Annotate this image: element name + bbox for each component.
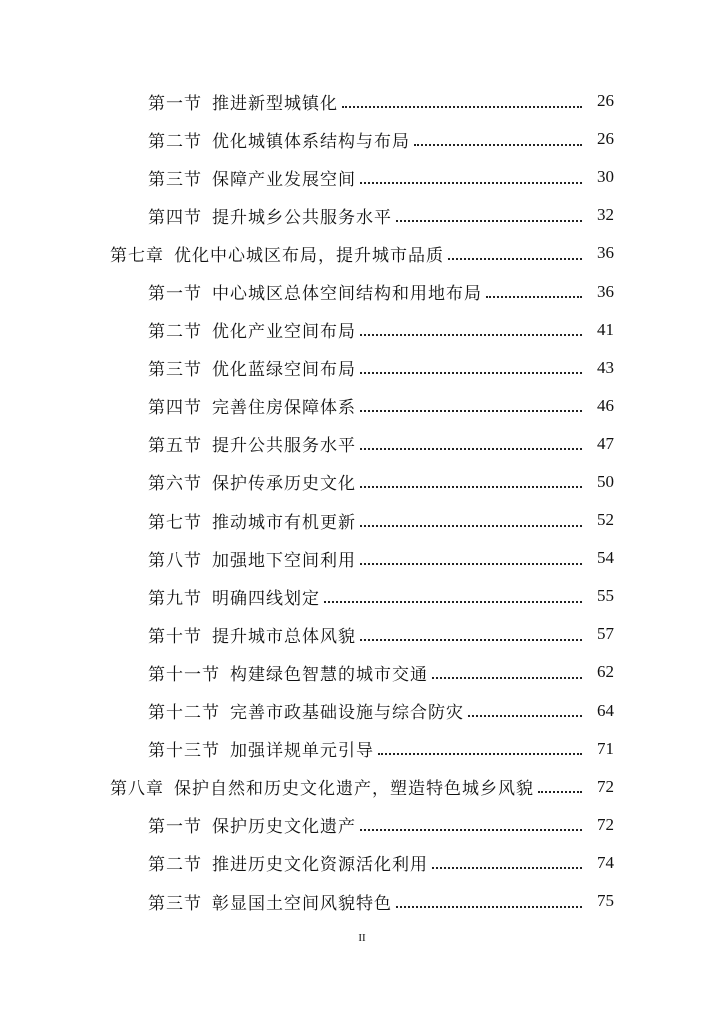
toc-entry-page: 32 [597, 205, 614, 225]
toc-dot-leader [360, 333, 582, 336]
toc-entry-page: 36 [597, 281, 614, 301]
toc-entry-title: 保护自然和历史文化遗产，塑造特色城乡风貌 [174, 779, 534, 800]
toc-entry-number: 第一节 [148, 817, 202, 838]
page-number: II [358, 932, 366, 944]
toc-entry-label [148, 317, 360, 342]
toc-section-entry[interactable] [0, 882, 724, 920]
toc-section-entry[interactable] [0, 577, 724, 615]
toc-entry-number: 第七节 [148, 512, 202, 533]
toc-entry-title: 明确四线划定 [212, 588, 320, 609]
toc-dot-leader [414, 143, 582, 146]
toc-entry-title: 完善市政基础设施与综合防灾 [230, 703, 464, 724]
toc-entry-title: 优化蓝绿空间布局 [212, 360, 356, 381]
toc-entry-number: 第二节 [148, 322, 202, 343]
toc-dot-leader [360, 638, 582, 641]
toc-entry-label [148, 431, 360, 456]
toc-entry-label [148, 203, 396, 228]
toc-entry-label [148, 508, 360, 533]
toc-entry-title: 推进新型城镇化 [212, 93, 338, 114]
toc-dot-leader [360, 181, 582, 184]
toc-dot-leader [486, 295, 582, 298]
toc-entry-label [148, 850, 432, 875]
toc-dot-leader [432, 676, 582, 679]
toc-dot-leader [432, 866, 582, 869]
toc-section-entry[interactable] [0, 844, 724, 882]
toc-dot-leader [378, 752, 582, 755]
toc-entry-title: 提升城市总体风貌 [212, 626, 356, 647]
toc-dot-leader [360, 828, 582, 831]
toc-section-entry[interactable] [0, 272, 724, 310]
toc-entry-page: 64 [597, 700, 614, 720]
toc-entry-number: 第二节 [148, 131, 202, 152]
toc-entry-page: 47 [597, 433, 614, 453]
toc-entry-page: 36 [597, 243, 614, 263]
toc-entry-title: 优化城镇体系结构与布局 [212, 131, 410, 152]
toc-section-entry[interactable] [0, 311, 724, 349]
toc-dot-leader [360, 447, 582, 450]
toc-entry-number: 第七章 [110, 245, 164, 266]
toc-entry-number: 第三节 [148, 360, 202, 381]
toc-entry-page: 74 [597, 852, 614, 872]
toc-entry-page: 75 [597, 891, 614, 911]
toc-section-entry[interactable] [0, 349, 724, 387]
toc-entry-label [148, 660, 432, 685]
toc-section-entry[interactable] [0, 82, 724, 120]
toc-entry-label [148, 889, 396, 914]
toc-entry-page: 72 [597, 776, 614, 796]
toc-entry-title: 加强详规单元引导 [230, 741, 374, 762]
toc-entry-number: 第四节 [148, 398, 202, 419]
toc-entry-page: 43 [597, 357, 614, 377]
toc-entry-title: 提升公共服务水平 [212, 436, 356, 457]
table-of-contents [0, 82, 724, 920]
toc-entry-number: 第二节 [148, 855, 202, 876]
toc-section-entry[interactable] [0, 425, 724, 463]
toc-dot-leader [360, 524, 582, 527]
toc-entry-title: 推进历史文化资源活化利用 [212, 855, 428, 876]
toc-dot-leader [360, 562, 582, 565]
toc-entry-label [148, 584, 324, 609]
toc-entry-label [110, 774, 538, 799]
toc-entry-number: 第十三节 [148, 741, 220, 762]
toc-section-entry[interactable] [0, 463, 724, 501]
toc-entry-label [148, 165, 360, 190]
toc-entry-label [148, 546, 360, 571]
toc-entry-number: 第一节 [148, 93, 202, 114]
toc-dot-leader [360, 371, 582, 374]
toc-dot-leader [448, 257, 582, 260]
toc-entry-page: 46 [597, 395, 614, 415]
toc-section-entry[interactable] [0, 501, 724, 539]
toc-entry-page: 50 [597, 471, 614, 491]
toc-entry-number: 第八章 [110, 779, 164, 800]
toc-entry-label [148, 736, 378, 761]
toc-entry-title: 保护传承历史文化 [212, 474, 356, 495]
toc-entry-page: 55 [597, 586, 614, 606]
toc-dot-leader [468, 714, 582, 717]
toc-entry-title: 优化中心城区布局，提升城市品质 [174, 245, 444, 266]
toc-section-entry[interactable] [0, 120, 724, 158]
toc-entry-title: 保障产业发展空间 [212, 169, 356, 190]
toc-entry-title: 优化产业空间布局 [212, 322, 356, 343]
toc-entry-page: 41 [597, 319, 614, 339]
toc-dot-leader [396, 905, 582, 908]
toc-section-entry[interactable] [0, 387, 724, 425]
toc-entry-title: 构建绿色智慧的城市交通 [230, 664, 428, 685]
toc-entry-title: 彰显国土空间风貌特色 [212, 893, 392, 914]
toc-entry-number: 第四节 [148, 207, 202, 228]
toc-entry-number: 第十一节 [148, 664, 220, 685]
toc-section-entry[interactable] [0, 730, 724, 768]
toc-section-entry[interactable] [0, 653, 724, 691]
toc-entry-number: 第三节 [148, 893, 202, 914]
toc-entry-label [148, 89, 342, 114]
toc-entry-number: 第十节 [148, 626, 202, 647]
toc-entry-number: 第三节 [148, 169, 202, 190]
toc-entry-page: 52 [597, 510, 614, 530]
toc-dot-leader [538, 790, 582, 793]
toc-section-entry[interactable] [0, 806, 724, 844]
toc-dot-leader [324, 600, 582, 603]
toc-entry-page: 57 [597, 624, 614, 644]
toc-entry-title: 保护历史文化遗产 [212, 817, 356, 838]
toc-entry-number: 第五节 [148, 436, 202, 457]
toc-entry-number: 第八节 [148, 550, 202, 571]
toc-entry-page: 30 [597, 167, 614, 187]
toc-chapter-entry[interactable] [0, 768, 724, 806]
toc-entry-label [148, 469, 360, 494]
toc-entry-label [148, 812, 360, 837]
toc-entry-title: 中心城区总体空间结构和用地布局 [212, 284, 482, 305]
toc-entry-number: 第一节 [148, 284, 202, 305]
toc-entry-page: 62 [597, 662, 614, 682]
toc-dot-leader [360, 409, 582, 412]
toc-section-entry[interactable] [0, 615, 724, 653]
toc-entry-label [148, 698, 468, 723]
toc-entry-page: 54 [597, 548, 614, 568]
toc-dot-leader [396, 219, 582, 222]
toc-section-entry[interactable] [0, 539, 724, 577]
toc-entry-label [148, 393, 360, 418]
toc-entry-number: 第十二节 [148, 703, 220, 724]
toc-entry-page: 72 [597, 814, 614, 834]
toc-entry-number: 第六节 [148, 474, 202, 495]
toc-entry-number: 第九节 [148, 588, 202, 609]
toc-chapter-entry[interactable] [0, 234, 724, 272]
toc-section-entry[interactable] [0, 692, 724, 730]
toc-entry-title: 加强地下空间利用 [212, 550, 356, 571]
toc-entry-page: 26 [597, 129, 614, 149]
toc-entry-label [148, 127, 414, 152]
toc-entry-label [148, 279, 486, 304]
toc-dot-leader [360, 485, 582, 488]
toc-entry-title: 提升城乡公共服务水平 [212, 207, 392, 228]
toc-section-entry[interactable] [0, 158, 724, 196]
toc-entry-page: 26 [597, 91, 614, 111]
toc-entry-label [110, 241, 448, 266]
toc-dot-leader [342, 105, 582, 108]
toc-entry-label [148, 622, 360, 647]
toc-section-entry[interactable] [0, 196, 724, 234]
toc-entry-title: 完善住房保障体系 [212, 398, 356, 419]
toc-entry-label [148, 355, 360, 380]
toc-entry-title: 推动城市有机更新 [212, 512, 356, 533]
toc-entry-page: 71 [597, 738, 614, 758]
